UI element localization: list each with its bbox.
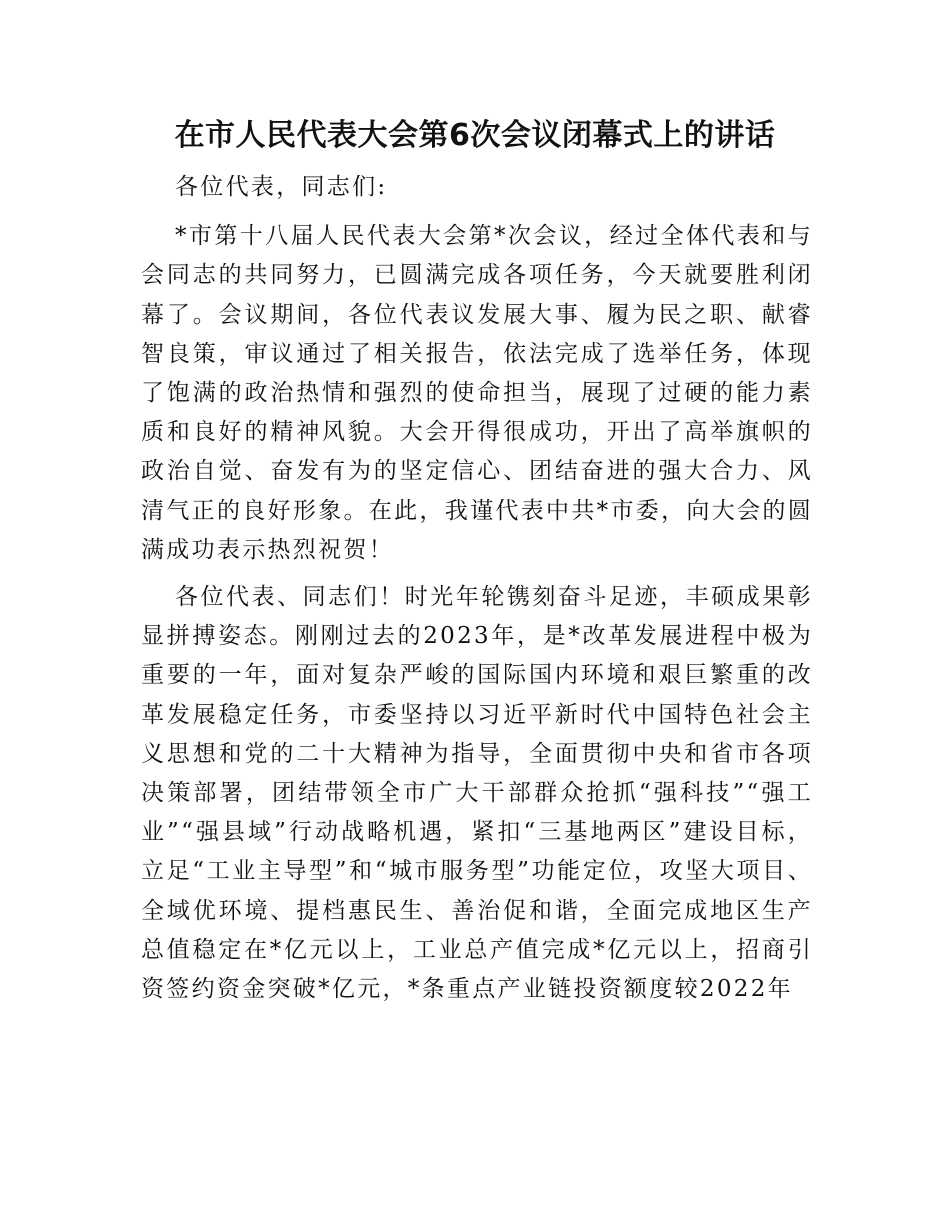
document-body (141, 168, 813, 1017)
salutation: 各位代表，同志们: (175, 174, 388, 200)
paragraph-1: *市第十八届人民代表大会第*次会议，经过全体代表和与会同志的共同努力，已圆满完成各项任务，今天就要胜利闭幕了。会议期间，各位代表议发展大事、履为民之职、献睿智良策，审议通过了相关报告，依法完成了选举任务，体现了饱满的政治热情和强烈的使命担当，展现了过硬的能力素质和良好的精神风貌。大会开得很成功，开出了高举旗帜的政治自觉、奋发有为的坚定信心、团结奋进的强大合力、风清气正的良好形象。在此，我谨代表中共*市委，向大会的圆满成功表示热烈祝贺！ (141, 223, 813, 563)
document-title: 在市人民代表大会第6次会议闭幕式上的讲话 (174, 118, 776, 153)
paragraph-2: 各位代表、同志们！时光年轮镌刻奋斗足迹，丰硕成果彰显拼搏姿态。刚刚过去的2023年，是*改革发展进程中极为重要的一年，面对复杂严峻的国际国内环境和艰巨繁重的改革发展稳定任务，市委坚持以习近平新时代中国特色社会主义思想和党的二十大精神为指导，全面贯彻中央和省市各项决策部署，团结带领全市广大干部群众抢抓“强科技”“强工业”“强县域”行动战略机遇，紧扣“三基地两区”建设目标，立足“工业主导型”和“城市服务型”功能定位，攻坚大项目、全域优环境、提档惠民生、善治促和谐，全面完成地区生产总值稳定在*亿元以上，工业总产值完成*亿元以上，招商引资签约资金突破*亿元，*条重点产业链投资额度较2022年 (141, 584, 813, 1003)
